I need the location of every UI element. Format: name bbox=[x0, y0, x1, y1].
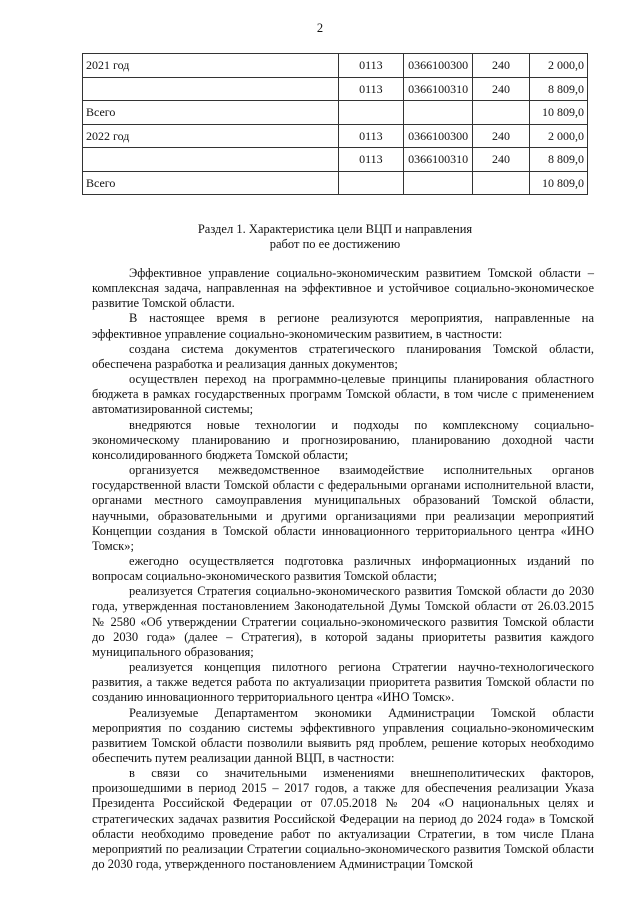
amount-cell: 8 809,0 bbox=[529, 148, 587, 172]
year-cell: 2022 год bbox=[83, 124, 339, 148]
section-cell bbox=[338, 171, 404, 195]
amount-cell: 10 809,0 bbox=[529, 101, 587, 125]
section-cell: 0113 bbox=[338, 124, 404, 148]
paragraph: Реализуемые Департаментом экономики Администрации Томской области мероприятия по созданию системы эффективного управления социально-экономическим развитием Томской области позволили выявить ряд проблем, решение которых необходимо обеспечить путем реализации данной ВЦП, в частности: bbox=[92, 705, 594, 765]
page-number: 2 bbox=[316, 21, 324, 35]
code-cell bbox=[404, 171, 473, 195]
budget-table bbox=[82, 53, 588, 195]
kind-cell: 240 bbox=[473, 77, 530, 101]
section-cell: 0113 bbox=[338, 54, 404, 78]
code-cell: 0366100310 bbox=[404, 77, 473, 101]
year-cell bbox=[83, 77, 339, 101]
year-cell: Всего bbox=[83, 101, 339, 125]
code-cell: 0366100300 bbox=[404, 124, 473, 148]
amount-cell: 2 000,0 bbox=[529, 124, 587, 148]
section-cell bbox=[338, 101, 404, 125]
year-cell bbox=[83, 148, 339, 172]
paragraph: реализуется концепция пилотного региона Стратегии научно-технологического развития, а также ведется работа по актуализации приоритета развития Томской области по созданию инновационного территориального центра «ИНО Томск». bbox=[92, 660, 594, 705]
kind-cell: 240 bbox=[473, 54, 530, 78]
amount-cell: 10 809,0 bbox=[529, 171, 587, 195]
paragraph: организуется межведомственное взаимодействие исполнительных органов государственной власти Томской области с федеральными органами исполнительной власти, органами местного самоуправления муниципальных образований Томской области, научными, образовательными и другими организациями при реализации мероприятий Концепции создания в Томской области инновационного территориального центра «ИНО Томск»; bbox=[92, 463, 594, 553]
paragraph: ежегодно осуществляется подготовка различных информационных изданий по вопросам социально-экономического развития Томской области; bbox=[92, 553, 594, 584]
section-title-line: Раздел 1. Характеристика цели ВЦП и направления bbox=[197, 222, 473, 236]
table-row bbox=[83, 171, 588, 195]
amount-cell: 8 809,0 bbox=[529, 77, 587, 101]
paragraph: осуществлен переход на программно-целевые принципы планирования областного бюджета в рамках государственных программ Томской области, в том числе с применением автоматизированной системы; bbox=[92, 372, 594, 417]
kind-cell: 240 bbox=[473, 124, 530, 148]
body-text bbox=[92, 266, 594, 872]
code-cell: 0366100300 bbox=[404, 54, 473, 78]
section-cell: 0113 bbox=[338, 148, 404, 172]
year-cell: Всего bbox=[83, 171, 339, 195]
kind-cell bbox=[473, 171, 530, 195]
amount-cell: 2 000,0 bbox=[529, 54, 587, 78]
kind-cell: 240 bbox=[473, 148, 530, 172]
kind-cell bbox=[473, 101, 530, 125]
paragraph: создана система документов стратегического планирования Томской области, обеспечена разработка и реализация данных документов; bbox=[92, 341, 594, 371]
table-row bbox=[83, 148, 588, 172]
section-title bbox=[82, 222, 588, 252]
table-row bbox=[83, 54, 588, 78]
section-title-line: работ по ее достижению bbox=[269, 237, 401, 251]
paragraph: реализуется Стратегия социально-экономического развития Томской области до 2030 года, утвержденная постановлением Законодательной Думы Томской области от 26.03.2015 № 2580 «Об утверждении Стратегии социально-экономического развития Томской области до 2030 года» (далее – Стратегия), в которой заданы приоритеты развития каждого муниципального образования; bbox=[92, 584, 594, 659]
table-row bbox=[83, 124, 588, 148]
paragraph: в связи со значительными изменениями внешнеполитических факторов, произошедшими в период 2015 – 2017 годов, а также для обеспечения реализации Указа Президента Российской Федерации от 07.05.2018 № 204 «О национальных целях и стратегических задачах развития Российской Федерации на период до 2024 года» в Томской области необходимо проведение работ по актуализации Стратегии, в том числе Плана мероприятий по реализации Стратегии социально-экономического развития Томской области до 2030 года, утвержденного постановлением Администрации Томской bbox=[92, 766, 594, 872]
table-row bbox=[83, 77, 588, 101]
paragraph: В настоящее время в регионе реализуются мероприятия, направленные на эффективное управление социально-экономическим развитием, в частности: bbox=[92, 311, 594, 341]
paragraph: Эффективное управление социально-экономическим развитием Томской области – комплексная задача, направленная на эффективное и устойчивое социально-экономическое развитие Томской области. bbox=[92, 266, 594, 311]
table-row bbox=[83, 101, 588, 125]
code-cell: 0366100310 bbox=[404, 148, 473, 172]
paragraph: внедряются новые технологии и подходы по комплексному социально-экономическому планированию и прогнозированию, планированию доходной части консолидированного бюджета Томской области; bbox=[92, 417, 594, 462]
section-cell: 0113 bbox=[338, 77, 404, 101]
year-cell: 2021 год bbox=[83, 54, 339, 78]
code-cell bbox=[404, 101, 473, 125]
